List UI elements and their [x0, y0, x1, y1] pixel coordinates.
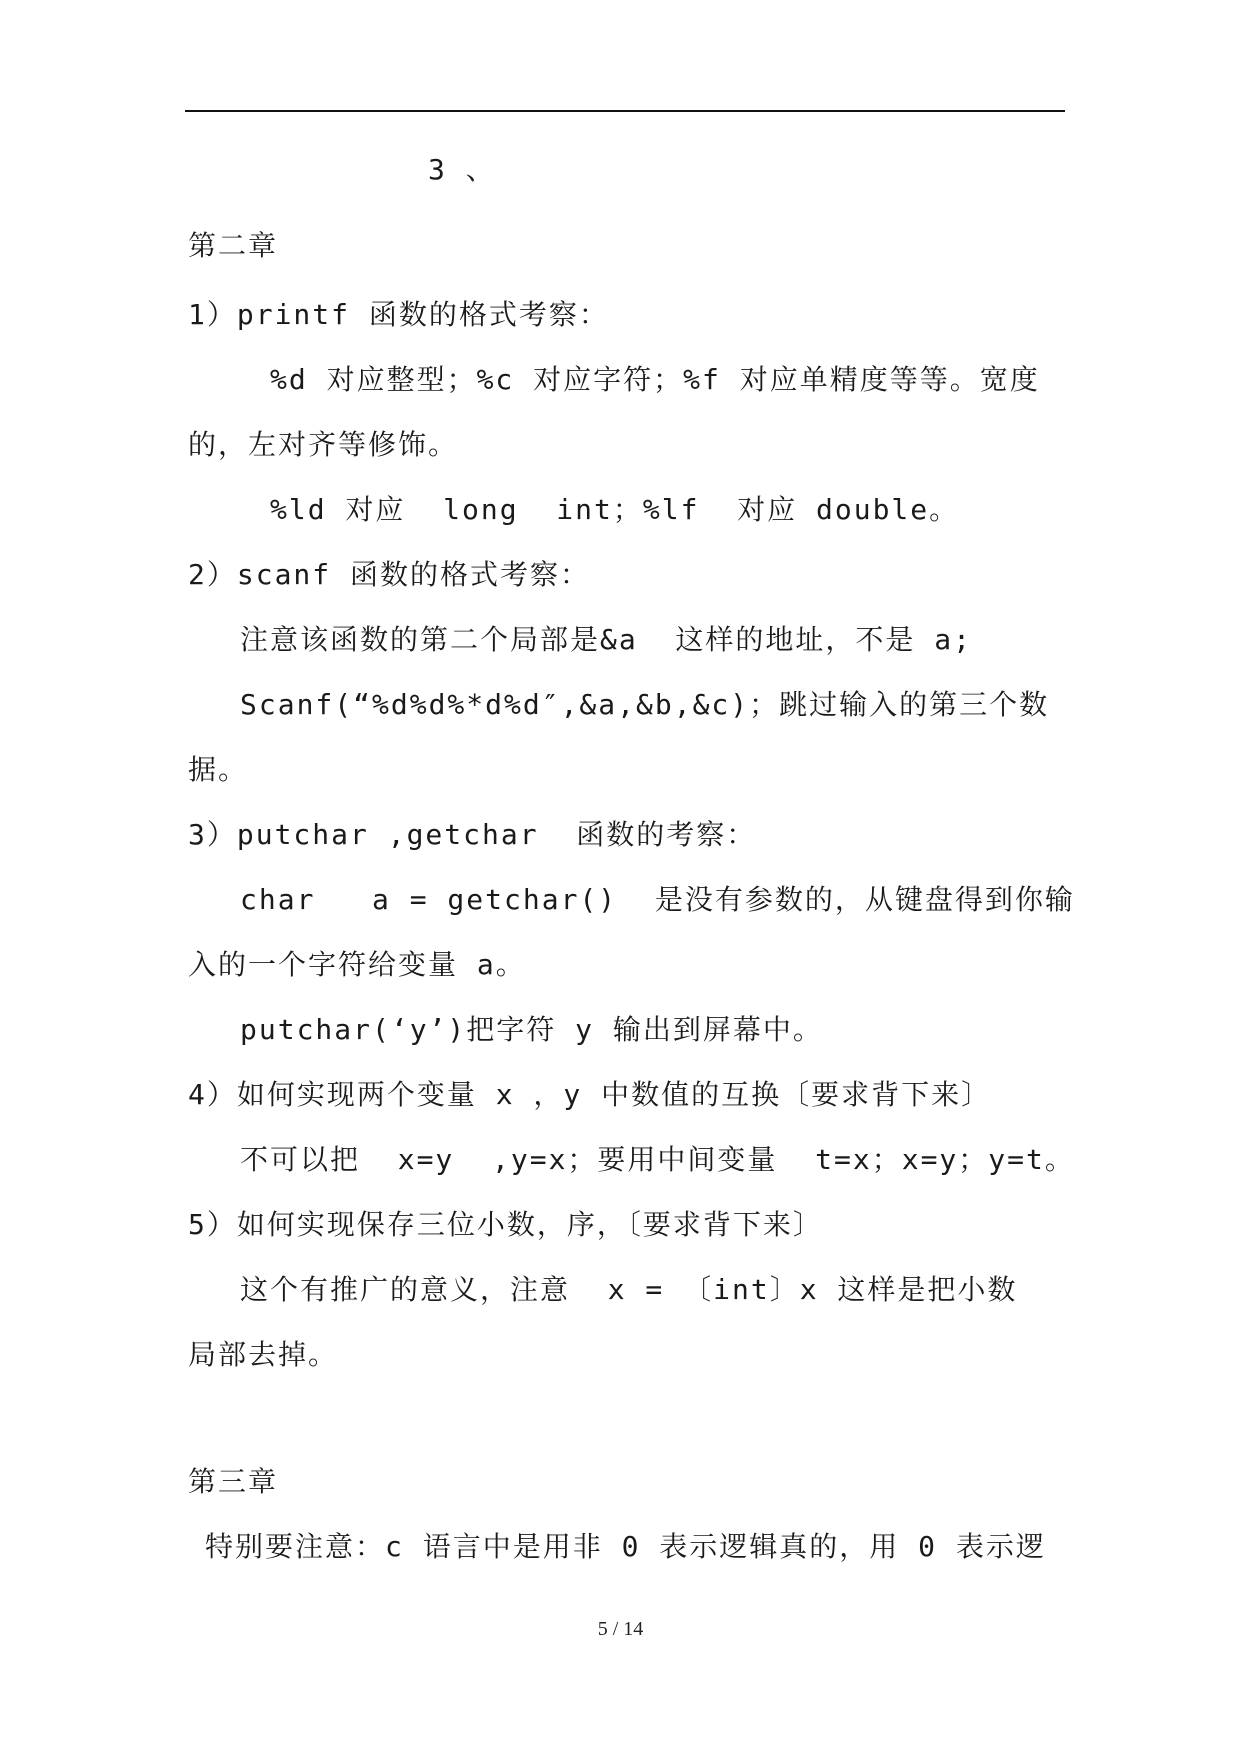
- section-number: 3 、: [428, 153, 496, 186]
- paragraph-line: 入的一个字符给变量 a。: [188, 948, 526, 981]
- paragraph-line: 这个有推广的意义，注意 x = 〔int〕x 这样是把小数: [240, 1273, 1018, 1306]
- header-rule: [185, 110, 1065, 112]
- item-heading: 5）如何实现保存三位小数，序，〔要求背下来〕: [188, 1208, 823, 1241]
- paragraph-line: putchar(‘y’)把字符 y 输出到屏幕中。: [240, 1013, 823, 1046]
- paragraph-line: Scanf(“%d%d%*d%d″,&a,&b,&c)；跳过输入的第三个数: [240, 688, 1050, 721]
- paragraph-line: 的，左对齐等修饰。: [188, 428, 459, 461]
- paragraph-line: char a = getchar() 是没有参数的，从键盘得到你输: [240, 883, 1075, 916]
- item-heading: 4）如何实现两个变量 x ，y 中数值的互换〔要求背下来〕: [188, 1078, 992, 1111]
- item-heading: 1）printf 函数的格式考察：: [188, 298, 609, 331]
- paragraph-line: 局部去掉。: [188, 1338, 339, 1371]
- paragraph-line: %ld 对应 long int；%lf 对应 double。: [270, 493, 960, 526]
- item-heading: 2）scanf 函数的格式考察：: [188, 558, 591, 591]
- item-heading: 3）putchar ,getchar 函数的考察：: [188, 818, 757, 851]
- chapter-heading: 第三章: [188, 1465, 279, 1498]
- chapter-heading: 第二章: [188, 229, 279, 262]
- paragraph-line: 不可以把 x=y ,y=x；要用中间变量 t=x；x=y；y=t。: [240, 1143, 1075, 1176]
- paragraph-line: %d 对应整型；%c 对应字符；%f 对应单精度等等。宽度: [270, 363, 1040, 396]
- page-number: 5 / 14: [597, 1618, 644, 1640]
- paragraph-line: 据。: [188, 753, 249, 786]
- paragraph-line: 注意该函数的第二个局部是&a 这样的地址，不是 a;: [240, 623, 973, 656]
- paragraph-line: 特别要注意：c 语言中是用非 0 表示逻辑真的，用 0 表示逻: [205, 1530, 1046, 1563]
